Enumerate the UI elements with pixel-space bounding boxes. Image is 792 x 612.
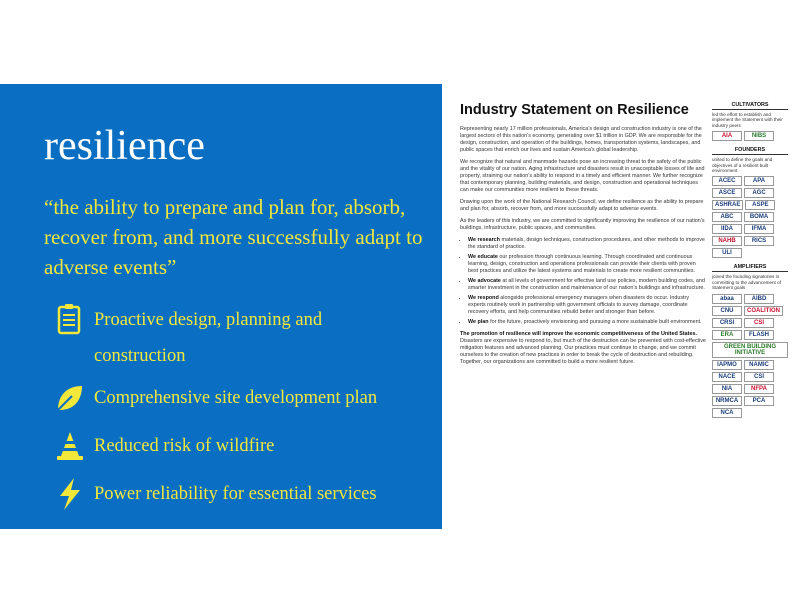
slide-title: resilience bbox=[44, 123, 205, 169]
slide bbox=[0, 84, 792, 529]
logo: NIA bbox=[712, 384, 742, 394]
cultivators-text: led the effort to establish and implement the Statement with their industry peers bbox=[712, 112, 783, 128]
signatories-sidebar bbox=[712, 102, 788, 424]
traffic-cone-icon bbox=[52, 428, 88, 464]
logo: GREEN BUILDING INITIATIVE bbox=[712, 342, 788, 358]
logo: ABC bbox=[712, 212, 742, 222]
logo: RICS bbox=[744, 236, 774, 246]
bullet-item-site bbox=[52, 380, 414, 416]
logo: NAMIC bbox=[744, 360, 774, 370]
logo: ASPE bbox=[745, 200, 775, 210]
logo: BOMA bbox=[744, 212, 774, 222]
list-item: • We plan for the future, proactively envisioning and pursuing a more sustainable built environment. bbox=[468, 319, 706, 326]
paragraph: Representing nearly 17 million professionals, America’s design and construction industry is one of the largest sectors of this nation’s economy, generating over $1 trillion in GDP. We are responsible for the design, construction, and operation of the buildings, homes, transportation systems, landscapes, and public spaces that enrich our lives and sustain America’s global leadership. bbox=[460, 126, 702, 153]
logo: NIBS bbox=[744, 131, 774, 141]
logo: COALITION bbox=[744, 306, 783, 316]
leaf-icon bbox=[52, 380, 88, 416]
logo: NRMCA bbox=[712, 396, 742, 406]
list-item: • We advocate at all levels of government for effective land use policies, modern building codes, and smarter investment in the construction and maintenance of our nation’s buildings and infrastructure. bbox=[468, 278, 706, 292]
logo: abaa bbox=[712, 294, 742, 304]
logo: CSI bbox=[744, 372, 774, 382]
founders-text: united to define the goals and objectives of a resilient built environment bbox=[712, 157, 773, 174]
logo: APA bbox=[744, 176, 774, 186]
definition-quote: “the ability to prepare and plan for, absorb, recover from, and more successfully adapt to adverse events” bbox=[44, 195, 423, 279]
document-panel bbox=[442, 84, 792, 529]
logo: ULI bbox=[712, 248, 742, 258]
list-item: • We research materials, design techniques, construction procedures, and other methods to improve the standard of practice. bbox=[468, 237, 706, 251]
logo: ASHRAE bbox=[712, 200, 743, 210]
paragraph: We recognize that natural and manmade hazards pose an increasing threat to the safety of the public and the vitality of our nation. Aging infrastructure and disasters result in unacceptable losses of life and property, straining our nation’s ability to respond in a timely and efficient manner. We further recognize that contemporary planning, building materials, and design, construction and operational techniques can make our communities more resilient to these threats. bbox=[460, 159, 705, 193]
bullet-text: Comprehensive site development plan bbox=[94, 388, 378, 408]
clipboard-list-icon bbox=[52, 302, 88, 338]
list-item: • We educate our profession through continuous learning. Through coordinated and continuous learning, design, construction and operations professionals can provide their clients with proven best practices and utilize the latest systems and materials to create more resilient communities. bbox=[468, 254, 706, 275]
list-item: • We respond alongside professional emergency managers when disasters do occur. Industry experts routinely work in partnership with government officials to survey damage, coordinate recovery efforts, and help communities rebuild better and stronger than before. bbox=[468, 295, 706, 316]
cultivators-heading: CULTIVATORS bbox=[712, 102, 788, 110]
logo: ERA bbox=[712, 330, 742, 340]
paragraph: As the leaders of this industry, we are committed to significantly improving the resilience of our nation’s buildings, infrastructure, public spaces, and communities. bbox=[460, 218, 705, 231]
bullet-text: Power reliability for essential services bbox=[94, 484, 377, 504]
logo: NCA bbox=[712, 408, 742, 418]
logo: IIDA bbox=[712, 224, 742, 234]
industry-statement bbox=[460, 102, 706, 371]
amplifiers-text: joined the founding signatories in committing to the advancement of Statement goals bbox=[712, 274, 781, 291]
left-panel bbox=[0, 84, 442, 529]
logo: IFMA bbox=[744, 224, 774, 234]
logo: ACEC bbox=[712, 176, 742, 186]
paragraph: Drawing upon the work of the National Research Council, we define resilience as the ability to prepare and plan for, absorb, recover from, and more successfully adapt to adverse events. bbox=[460, 199, 704, 212]
logo: NAHB bbox=[712, 236, 742, 246]
bullet-text: Reduced risk of wildfire bbox=[94, 436, 275, 456]
logo: NACE bbox=[712, 372, 742, 382]
lightning-bolt-icon bbox=[52, 476, 88, 512]
bullet-text: Proactive design, planning and construction bbox=[94, 310, 323, 366]
logo: IAPMO bbox=[712, 360, 742, 370]
document-title: Industry Statement on Resilience bbox=[460, 102, 689, 118]
logo: NFPA bbox=[744, 384, 774, 394]
logo: AGC bbox=[744, 188, 774, 198]
logo: FLASH bbox=[744, 330, 774, 340]
logo: AIA bbox=[712, 131, 742, 141]
founders-logos bbox=[712, 176, 788, 258]
closing-paragraph: The promotion of resilience will improve the economic competitiveness of the United States. Disasters are expensive to respond to, but much of the destruction can be prevented with cost-effective mitigation features and advanced planning. Our practices must continue to change, and we commit ourselves to the creation of new practices in order to break the cycle of destruction and rebuilding. Together, our organizations are committed to build a more resilient future. bbox=[460, 331, 706, 365]
logo: ASCE bbox=[712, 188, 742, 198]
cultivators-logos bbox=[712, 131, 788, 141]
founders-heading: FOUNDERS bbox=[712, 147, 788, 155]
logo: CRSI bbox=[712, 318, 742, 328]
bullet-item-power bbox=[52, 476, 414, 512]
bullet-item-wildfire bbox=[52, 428, 414, 464]
amplifiers-logos bbox=[712, 294, 788, 418]
logo: CNU bbox=[712, 306, 742, 316]
bullet-item-design bbox=[52, 302, 414, 374]
logo: AIBD bbox=[744, 294, 774, 304]
logo: PCA bbox=[744, 396, 774, 406]
logo: CSI bbox=[744, 318, 774, 328]
amplifiers-heading: AMPLIFIERS bbox=[712, 264, 788, 272]
commitment-list bbox=[460, 237, 706, 326]
